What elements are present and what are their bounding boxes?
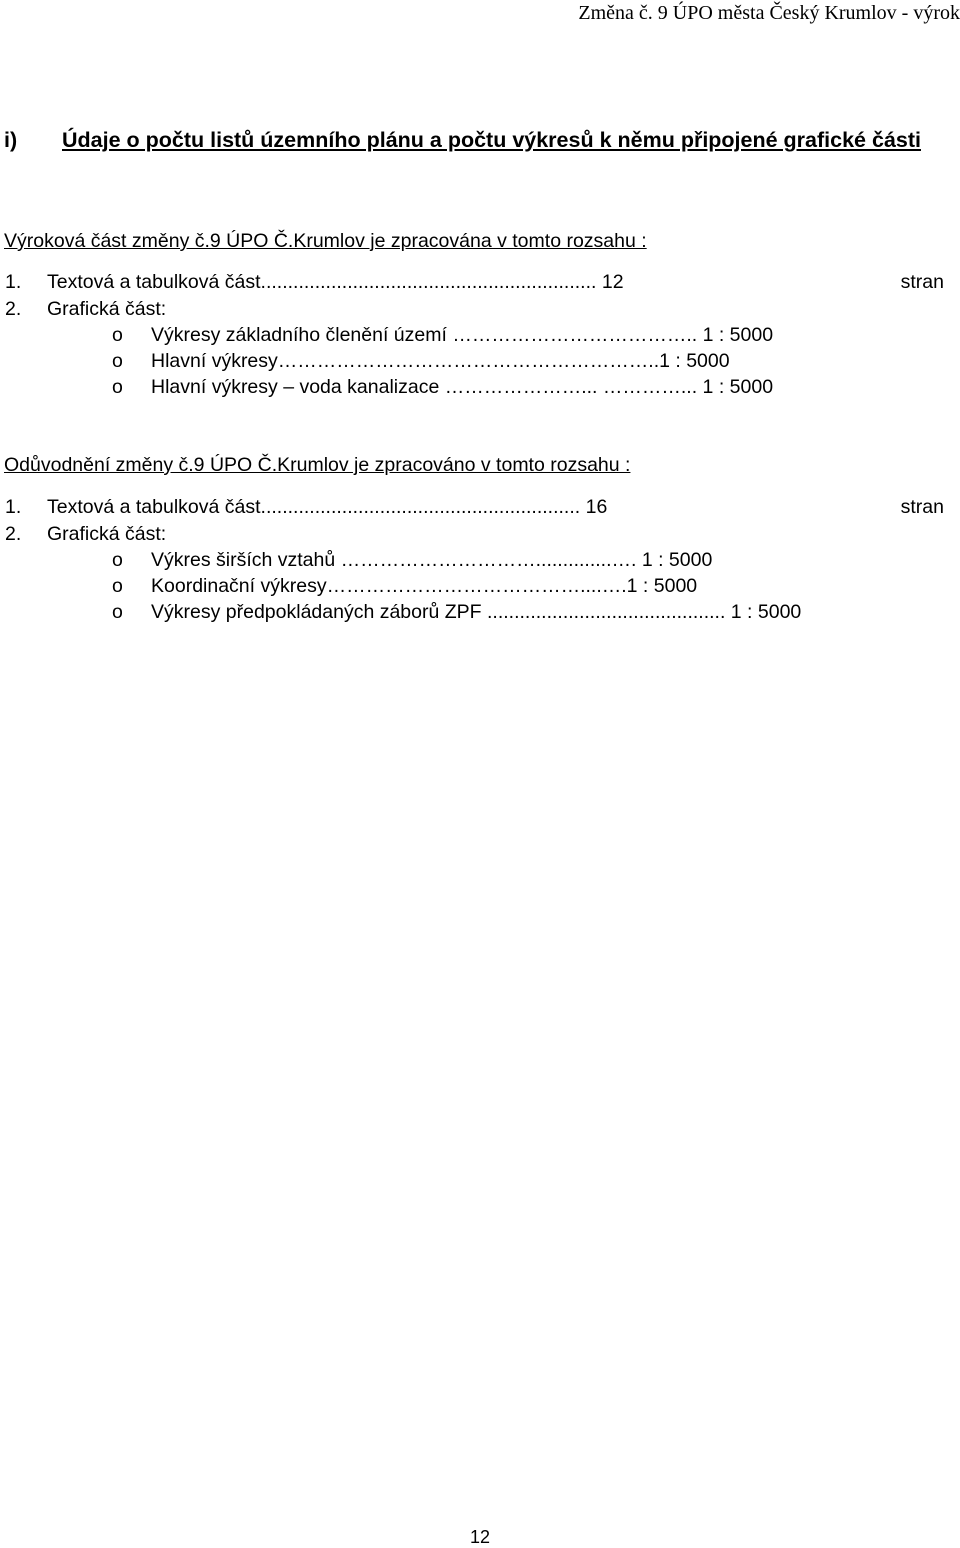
bullet-label: Hlavní výkresy…………………………………………………..1 : 5000 (151, 350, 730, 372)
bullet-marker: o (112, 549, 123, 571)
item-label: Grafická část: (47, 523, 167, 545)
heading-text: Údaje o počtu listů územního plánu a počtu výkresů k němu připojené grafické části (62, 128, 921, 152)
bullet-marker: o (112, 376, 123, 398)
section2-bullet (0, 599, 960, 625)
item-label: Textová a tabulková část.............................................................. 12 (47, 271, 624, 293)
heading-marker: i) (4, 128, 18, 152)
item-number: 1. (5, 271, 22, 293)
section-heading (0, 126, 960, 154)
bullet-label: Hlavní výkresy – voda kanalizace …………………... …………... 1 : 5000 (151, 376, 774, 398)
section2-bullet (0, 573, 960, 599)
section2-bullet (0, 547, 960, 573)
item-number: 1. (5, 496, 22, 518)
section2-item-text (0, 494, 960, 520)
item-number: 2. (5, 523, 22, 545)
section1-item-graphic (0, 296, 960, 322)
bullet-marker: o (112, 324, 123, 346)
page-number: 12 (469, 1527, 491, 1547)
item-number: 2. (5, 298, 22, 320)
section1-bullet (0, 322, 960, 348)
section1-bullet (0, 374, 960, 400)
item-label: Textová a tabulková část........................................................... 16 (47, 496, 608, 518)
section1-title: Výroková část změny č.9 ÚPO Č.Krumlov je zpracována v tomto rozsahu : (4, 230, 647, 252)
bullet-marker: o (112, 601, 123, 623)
item-value: stran (900, 271, 944, 293)
bullet-marker: o (112, 575, 123, 597)
item-label: Grafická část: (47, 298, 167, 320)
item-value: stran (900, 496, 944, 518)
section2-title: Odůvodnění změny č.9 ÚPO Č.Krumlov je zpracováno v tomto rozsahu : (4, 454, 631, 476)
section1-item-text (0, 269, 960, 295)
bullet-label: Výkresy základního členění území ……………………………….. 1 : 5000 (151, 324, 774, 346)
bullet-label: Výkres širších vztahů …………………………..............…. 1 : 5000 (151, 549, 713, 571)
bullet-label: Koordinační výkresy…………………………………....….1 : 5000 (151, 575, 698, 597)
section1-bullet (0, 348, 960, 374)
bullet-marker: o (112, 350, 123, 372)
bullet-label: Výkresy předpokládaných záborů ZPF ............................................ 1 : 5000 (151, 601, 802, 623)
section2-item-graphic (0, 521, 960, 547)
document-header: Změna č. 9 ÚPO města Český Krumlov - výrok (578, 2, 960, 24)
